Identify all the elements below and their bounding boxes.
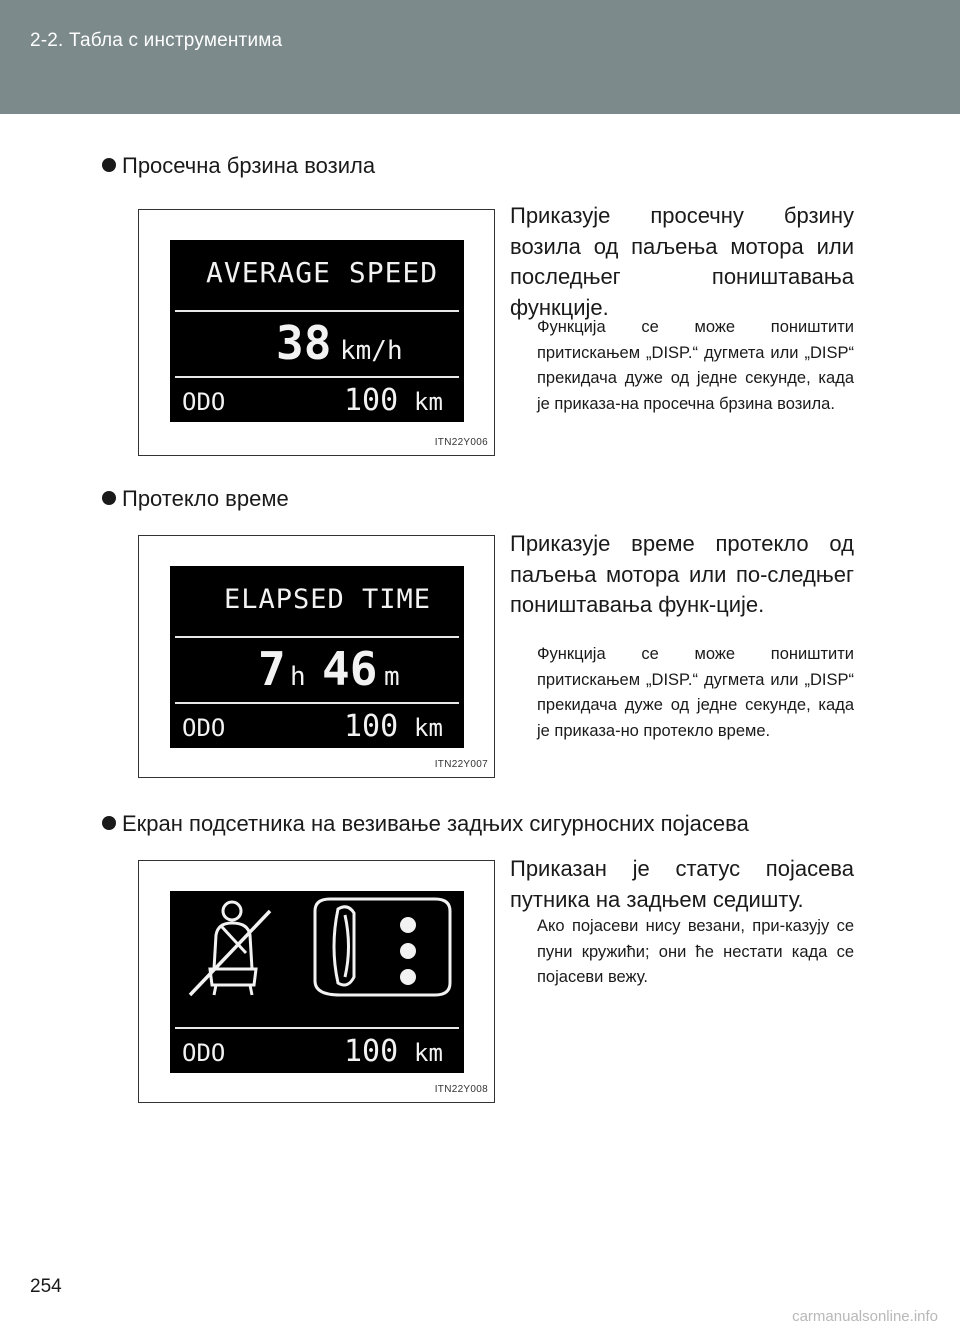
bullet-icon xyxy=(102,816,116,830)
bullet-icon xyxy=(102,158,116,172)
figure-code: ITN22Y008 xyxy=(434,1084,488,1095)
odo-value: 100 xyxy=(344,709,399,744)
odo-label: ODO xyxy=(182,1039,226,1067)
lcd-title: AVERAGE SPEED xyxy=(206,256,439,289)
figure-elapsed-time xyxy=(138,535,495,778)
description: Приказује просечну брзину возила од паљења мотора или последњег поништавања функције. xyxy=(510,203,854,320)
lcd-divider xyxy=(175,702,459,704)
odo-unit: km xyxy=(414,388,443,416)
lcd-divider xyxy=(175,310,459,312)
page-header xyxy=(0,0,960,114)
lcd-divider xyxy=(175,1027,459,1029)
page-number: 254 xyxy=(30,1276,62,1297)
lcd-minutes: 46 xyxy=(322,642,378,696)
lcd-minutes-unit: m xyxy=(384,662,400,692)
bullet-icon xyxy=(102,491,116,505)
lcd-screen xyxy=(170,891,464,1073)
seatbelt-status-graphic xyxy=(170,891,464,1027)
description: Приказан је статус појасева путника на задњем седишту. xyxy=(510,856,854,912)
figure-code: ITN22Y006 xyxy=(434,437,488,448)
odo-value: 100 xyxy=(344,383,399,418)
description: Приказује време протекло од паљења мотора или по-следњег поништавања функ-ције. xyxy=(510,531,854,617)
figure-seatbelt-reminder xyxy=(138,860,495,1103)
lcd-unit: km/h xyxy=(340,336,403,366)
section-heading-elapsed-time: Протекло време xyxy=(102,486,289,512)
figure-average-speed xyxy=(138,209,495,456)
car-top-view-icon xyxy=(315,899,450,995)
odo-label: ODO xyxy=(182,714,226,742)
lcd-divider xyxy=(175,376,459,378)
note: Функција се може поништити притискањем „DISP.“ дугмета или „DISP“ прекидача дуже од једне секунде, када је приказа-на просечна брзина возила. xyxy=(537,318,854,413)
chapter-title: 2-2. Табла с инструментима xyxy=(30,30,283,51)
odo-value: 100 xyxy=(344,1034,399,1069)
lcd-divider xyxy=(175,636,459,638)
lcd-hours: 7 xyxy=(258,642,286,696)
section-heading-average-speed: Просечна брзина возила xyxy=(102,153,375,179)
lcd-value: 38 xyxy=(276,316,332,370)
odo-label: ODO xyxy=(182,388,226,416)
seat-status-dots xyxy=(400,917,416,985)
lcd-hours-unit: h xyxy=(290,662,306,692)
odo-unit: km xyxy=(414,714,443,742)
lcd-screen xyxy=(170,240,464,422)
seatbelt-icon xyxy=(190,902,270,995)
lcd-screen xyxy=(170,566,464,748)
watermark: carmanualsonline.info xyxy=(792,1308,938,1325)
lcd-title: ELAPSED TIME xyxy=(224,584,432,615)
note: Ако појасеви нису везани, при-казују се пуни кружићи; они ће нестати када се појасеви вежу. xyxy=(537,917,854,986)
section-heading-seatbelt-reminder: Екран подсетника на везивање задњих сигурносних појасева xyxy=(102,811,749,837)
figure-code: ITN22Y007 xyxy=(434,759,488,770)
note: Функција се може поништити притискањем „DISP.“ дугмета или „DISP“ прекидача дуже од једне секунде, када је приказа-но протекло време. xyxy=(537,645,854,740)
odo-unit: km xyxy=(414,1039,443,1067)
